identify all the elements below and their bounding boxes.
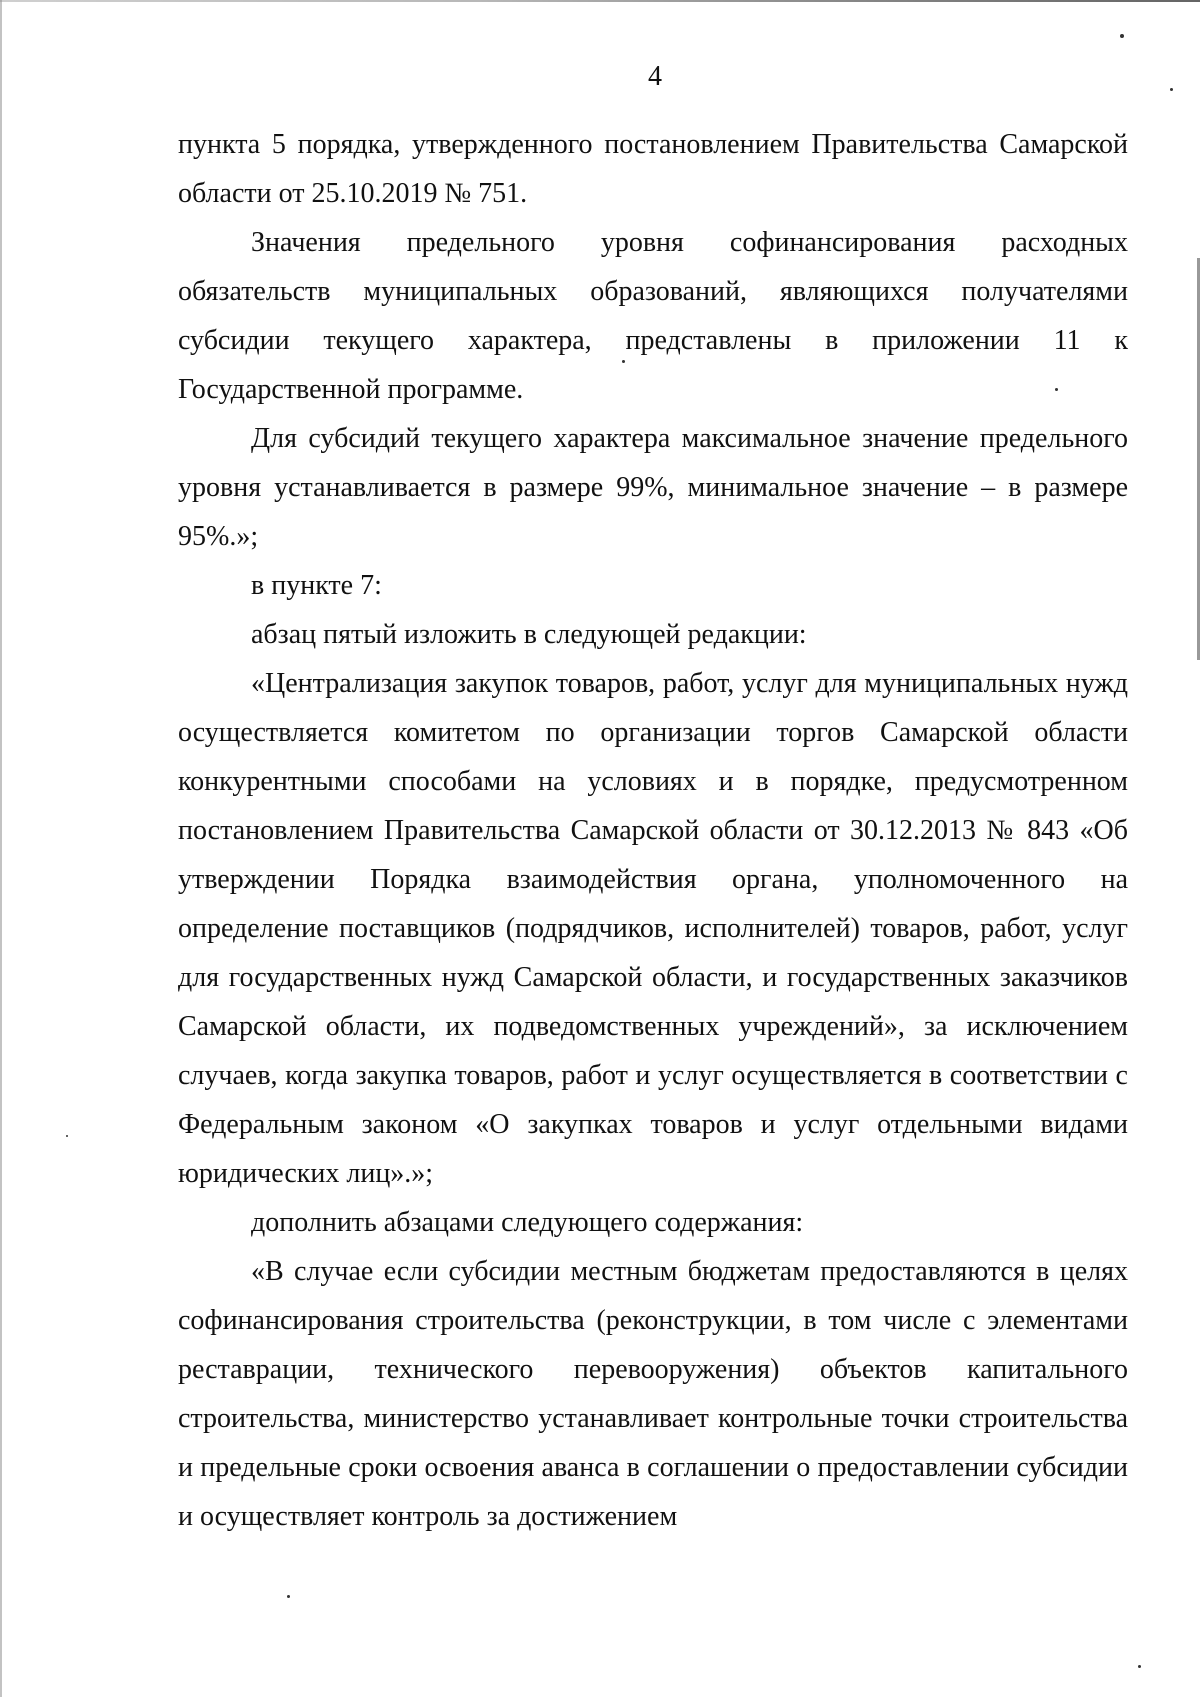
- scan-speck: [1120, 34, 1124, 38]
- scan-speck: [1138, 1665, 1141, 1668]
- scan-speck: [287, 1595, 290, 1598]
- paragraph: в пункте 7:: [251, 570, 382, 601]
- paragraph: «Централизация закупок товаров, работ, услуг для муниципальных нужд осуществляется комитетом по организации торгов Самарской области конкурентными способами на условиях и в порядке, предусмотренном постановлением Правительства Самарской области от 30.12.2013 № 843 «Об утверждении Порядка взаимодействия органа, уполномоченного на определение поставщиков (подрядчиков, исполнителей) товаров, работ, услуг для государственных нужд Самарской области, и государственных заказчиков Самарской области, их подведомственных учреждений», за исключением случаев, когда закупка товаров, работ и услуг осуществляется в соответствии с Федеральным законом «О закупках товаров и услуг отдельными видами юридических лиц».»;: [178, 668, 1128, 1189]
- scan-left-edge: [0, 0, 2, 1697]
- paragraph: Для субсидий текущего характера максимальное значение предельного уровня устанавливается в размере 99%, минимальное значение – в размере 95%.»;: [178, 423, 1128, 552]
- paragraph: «В случае если субсидии местным бюджетам предоставляются в целях софинансирования строительства (реконструкции, в том числе с элементами реставрации, технического перевооружения) объектов капитального строительства, министерство устанавливает контрольные точки строительства и предельные сроки освоения аванса в соглашении о предоставлении субсидии и осуществляет контроль за достижением: [178, 1256, 1128, 1532]
- paragraph: дополнить абзацами следующего содержания:: [251, 1207, 804, 1238]
- paragraph: Значения предельного уровня софинансирования расходных обязательств муниципальных образований, являющихся получателями субсидии текущего характера, представлены в приложении 11 к Государственной программе.: [178, 227, 1128, 405]
- page-number: 4: [648, 61, 662, 92]
- paragraph: абзац пятый изложить в следующей редакции:: [251, 619, 807, 650]
- scan-top-edge: [0, 0, 1200, 2]
- scan-speck: [66, 1135, 68, 1137]
- paragraph: пункта 5 порядка, утвержденного постановлением Правительства Самарской области от 25.10.2019 № 751.: [178, 129, 1128, 209]
- document-body: [178, 120, 1128, 1541]
